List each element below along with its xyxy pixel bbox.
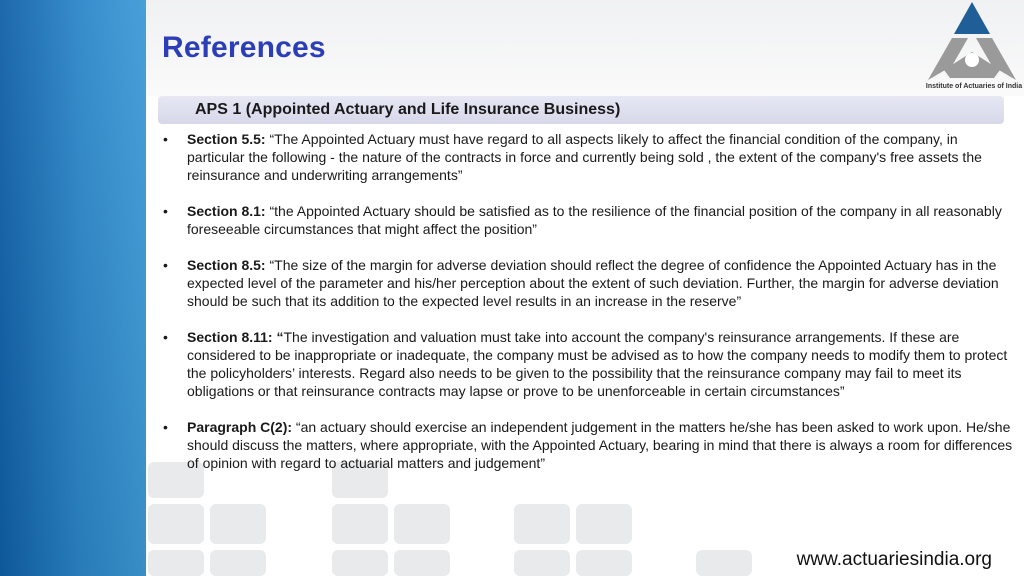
bullet-dot-icon: • [163, 203, 168, 219]
section-header-label: APS 1 (Appointed Actuary and Life Insurance Business) [195, 101, 621, 118]
decorative-tile [394, 504, 450, 544]
left-decorative-band [0, 0, 146, 576]
page-title: References [162, 31, 326, 64]
list-item [158, 328, 1014, 400]
decorative-tile [210, 550, 266, 576]
reference-list [158, 130, 1014, 490]
reference-text: The investigation and valuation must take into account the company's reinsurance arrangements. If these are considered to be inappropriate or inadequate, the company must be advised as to how the company needs to modify them to protect the policyholders’ interests. Regard also needs to be given to the possibility that the reinsurance company may fail to meet its obligations or that reinsurance contracts may lapse or prove to be unenforceable in certain circumstances” [187, 329, 1008, 399]
reference-text: “The Appointed Actuary must have regard to all aspects likely to affect the financial condition of the company, in particular the following - the nature of the contracts in force and currently being sold , the extent of the company's free assets the reinsurance and underwriting arrangements” [187, 131, 982, 183]
decorative-tile [696, 550, 752, 576]
reference-label: Section 8.1: [187, 203, 266, 219]
footer-website-link[interactable]: www.actuariesindia.org [796, 549, 992, 570]
logo-caption: Institute of Actuaries of India [925, 83, 1023, 90]
reference-text: “an actuary should exercise an independent judgement in the matters he/she has been asked to work upon. He/she should discuss the matters, where appropriate, with the Appointed Actuary, bearing in mind that there is always a room for differences of opinion with regard to actuarial matters and judgement” [187, 419, 1013, 471]
reference-label: Section 8.5: [187, 257, 266, 273]
reference-label: Section 5.5: [187, 131, 266, 147]
list-item [158, 202, 1014, 238]
bullet-dot-icon: • [163, 131, 168, 147]
decorative-tile [210, 504, 266, 544]
bullet-dot-icon: • [163, 419, 168, 435]
reference-text: “the Appointed Actuary should be satisfied as to the resilience of the financial position of the company in all reasonably foreseeable circumstances that might affect the position” [187, 203, 1002, 237]
decorative-tile [514, 550, 570, 576]
decorative-tile [576, 550, 632, 576]
decorative-tile [148, 504, 204, 544]
bullet-dot-icon: • [163, 329, 168, 345]
list-item [158, 130, 1014, 184]
reference-label: Paragraph C(2): [187, 419, 293, 435]
institute-logo-icon [922, 0, 1022, 94]
decorative-tile [394, 550, 450, 576]
decorative-tile [576, 504, 632, 544]
list-item [158, 256, 1014, 310]
decorative-tile [332, 504, 388, 544]
bullet-dot-icon: • [163, 257, 168, 273]
reference-label: Section 8.11: “ [187, 329, 284, 345]
left-band-shade [0, 0, 146, 576]
decorative-tile [514, 504, 570, 544]
list-item [158, 418, 1014, 472]
decorative-tile [148, 550, 204, 576]
reference-text: “The size of the margin for adverse deviation should reflect the degree of confidence the Appointed Actuary has in the expected level of the parameter and his/her perception about the extent of such deviation. Further, the margin for adverse deviation should be such that its addition to the expected level results in an increase in the reserve” [187, 257, 999, 309]
decorative-tile [332, 550, 388, 576]
section-header-bar [158, 96, 1004, 124]
